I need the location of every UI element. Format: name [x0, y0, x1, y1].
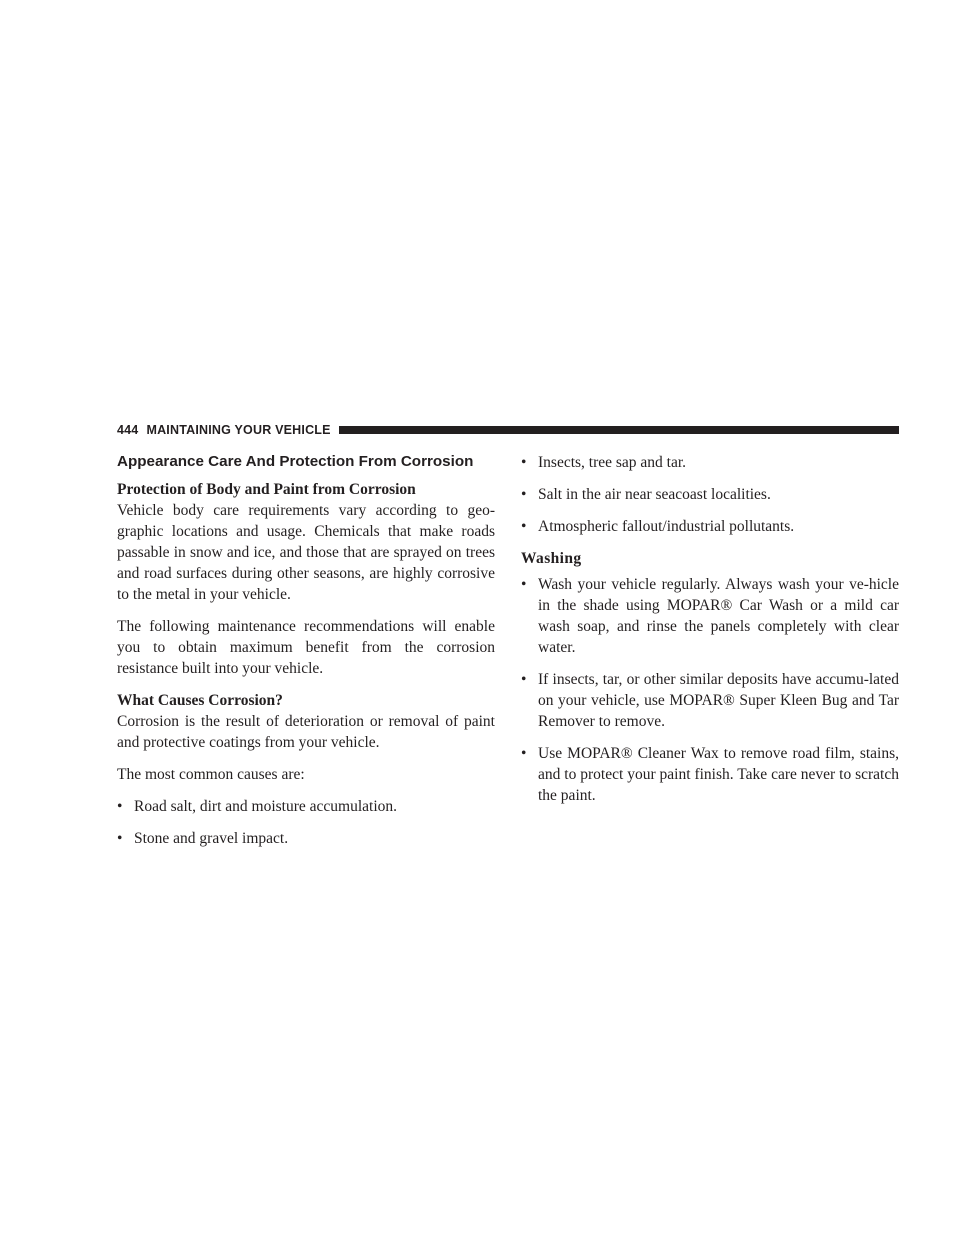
- right-column: [521, 450, 899, 817]
- left-column: [117, 450, 495, 860]
- bullet-icon: •: [521, 671, 527, 688]
- subheading-causes: What Causes Corrosion?: [117, 692, 283, 709]
- list-item: [117, 796, 495, 817]
- list-item: [521, 743, 899, 806]
- list-item-text: Salt in the air near seacoast localities.: [538, 486, 771, 503]
- list-item: [521, 516, 899, 537]
- list-item-text: If insects, tar, or other similar deposits have accumu-lated on your vehicle, use MOPAR® Super Kleen Bug and Tar Remover to remove.: [538, 671, 899, 730]
- list-item-text: Atmospheric fallout/industrial pollutants.: [538, 518, 795, 535]
- list-item: [521, 452, 899, 473]
- list-item: [117, 828, 495, 849]
- bullet-icon: •: [521, 454, 527, 471]
- list-item: [521, 574, 899, 658]
- bullet-icon: •: [117, 798, 123, 815]
- subheading-washing: Washing: [521, 550, 582, 567]
- section-heading: Appearance Care And Protection From Corrosion: [117, 453, 474, 470]
- bullet-icon: •: [521, 745, 527, 762]
- list-item-text: Road salt, dirt and moisture accumulation.: [134, 798, 398, 815]
- header-rule: [339, 426, 899, 434]
- list-item-text: Insects, tree sap and tar.: [538, 454, 687, 471]
- list-item: [521, 484, 899, 505]
- list-item-text: Stone and gravel impact.: [134, 830, 289, 847]
- bullet-icon: •: [521, 576, 527, 593]
- section-title: MAINTAINING YOUR VEHICLE: [146, 423, 331, 437]
- subheading-protection: Protection of Body and Paint from Corrosion: [117, 481, 416, 498]
- list-item-text: Wash your vehicle regularly. Always wash your ve-hicle in the shade using MOPAR® Car Wash or a mild car wash soap, and rinse the panels completely with clear water.: [538, 576, 899, 656]
- paragraph-corrosion-definition: Corrosion is the result of deterioration or removal of paint and protective coatings from your vehicle.: [117, 713, 495, 751]
- bullet-icon: •: [521, 518, 527, 535]
- page-header: [117, 422, 899, 438]
- bullet-icon: •: [117, 830, 123, 847]
- page-number: 444: [117, 423, 139, 437]
- bullet-icon: •: [521, 486, 527, 503]
- paragraph-common-causes: The most common causes are:: [117, 766, 305, 783]
- paragraph-recommendations: The following maintenance recommendations will enable you to obtain maximum benefit from the corrosion resistance built into your vehicle.: [117, 618, 495, 677]
- paragraph-body-care: Vehicle body care requirements vary according to geo-graphic locations and usage. Chemicals that make roads passable in snow and ice, and those that are sprayed on trees and road surfaces during other seasons, are highly corrosive to the metal in your vehicle.: [117, 502, 495, 603]
- list-item-text: Use MOPAR® Cleaner Wax to remove road film, stains, and to protect your paint finish. Take care never to scratch the paint.: [538, 745, 899, 804]
- list-item: [521, 669, 899, 732]
